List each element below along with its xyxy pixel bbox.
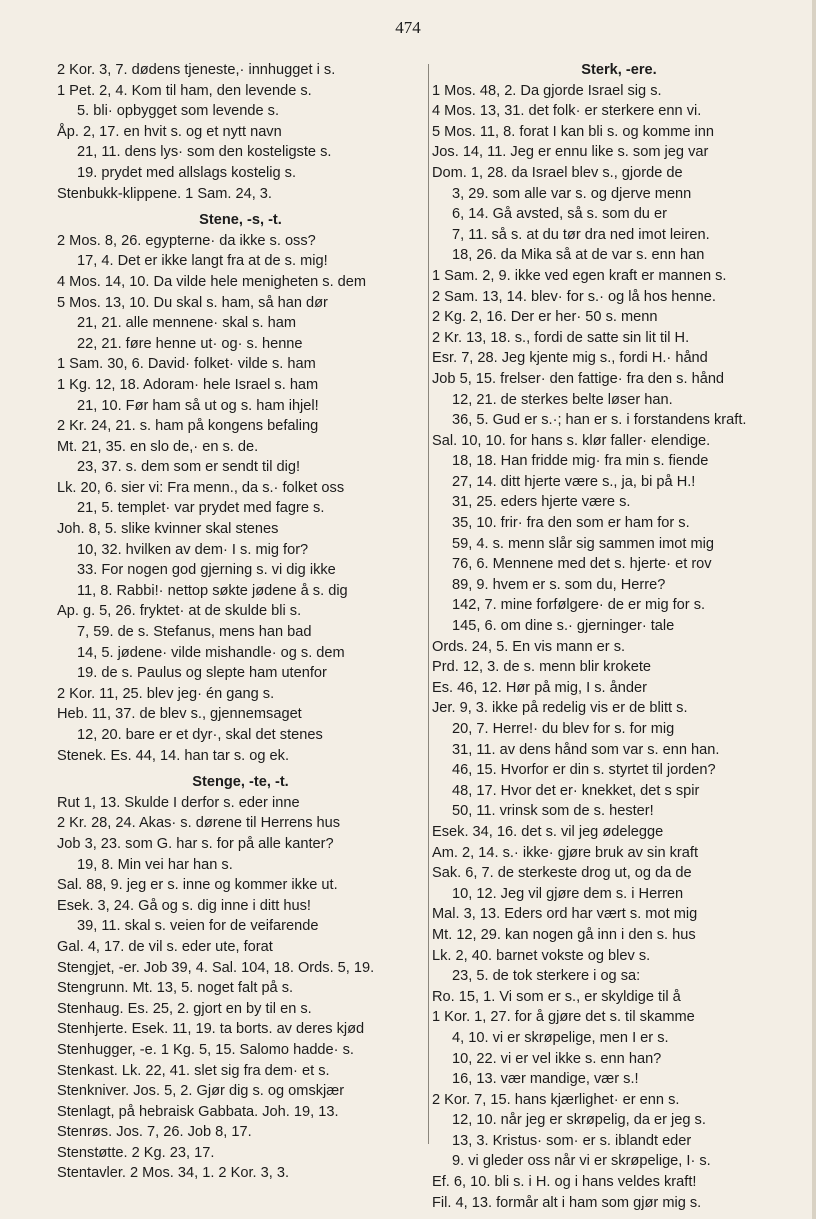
concordance-entry: 2 Kr. 24, 21. s. ham på kongens befaling — [57, 418, 319, 435]
concordance-subentry: 7, 11. så s. at du tør dra ned imot leiren. — [452, 226, 710, 243]
concordance-subentry: 27, 14. ditt hjerte være s., ja, bi på H.! — [452, 473, 696, 490]
concordance-subentry: 11, 8. Rabbi!· nettop søkte jødene å s. dig — [77, 582, 348, 599]
concordance-entry: Stenek. Es. 44, 14. han tar s. og ek. — [57, 747, 290, 764]
concordance-entry: 1 Pet. 2, 4. Kom til ham, den levende s. — [57, 82, 312, 99]
concordance-entry: Esr. 7, 28. Jeg kjente mig s., fordi H.· hånd — [432, 350, 708, 367]
concordance-subentry: 16, 13. vær mandige, vær s.! — [452, 1071, 639, 1088]
concordance-subentry: 9. vi gleder oss når vi er skrøpelige, I· s. — [452, 1153, 711, 1170]
concordance-subentry: 10, 32. hvilken av dem· I s. mig for? — [77, 541, 309, 558]
concordance-entry: Esek. 34, 16. det s. vil jeg ødelegge — [432, 823, 664, 840]
concordance-subentry: 48, 17. Hvor det er· knekket, det s spir — [452, 782, 700, 799]
concordance-subentry: 22, 21. føre henne ut· og· s. henne — [77, 335, 303, 352]
concordance-entry: Prd. 12, 3. de s. menn blir krokete — [432, 659, 652, 676]
concordance-subentry: 19. prydet med allslags kostelig s. — [77, 164, 297, 181]
concordance-entry: Ords. 24, 5. En vis mann er s. — [432, 638, 626, 655]
concordance-entry: Job 3, 23. som G. har s. for på alle kanter? — [57, 835, 334, 852]
concordance-entry: Stenstøtte. 2 Kg. 23, 17. — [57, 1144, 215, 1161]
concordance-subentry: 36, 5. Gud er s.·; han er s. i forstandens kraft. — [452, 412, 747, 429]
concordance-entry: Rut 1, 13. Skulde I derfor s. eder inne — [57, 794, 300, 811]
concordance-entry: Stengrunn. Mt. 13, 5. noget falt på s. — [57, 980, 294, 997]
concordance-entry: Ef. 6, 10. bli s. i H. og i hans veldes kraft! — [432, 1174, 697, 1191]
concordance-entry: Fil. 4, 13. formår alt i ham som gjør mig s. — [432, 1194, 702, 1211]
concordance-subentry: 89, 9. hvem er s. som du, Herre? — [452, 576, 666, 593]
concordance-subentry: 10, 22. vi er vel ikke s. enn han? — [452, 1050, 662, 1067]
concordance-subentry: 145, 6. om dine s.· gjerninger· tale — [452, 618, 675, 635]
concordance-entry: 2 Kor. 11, 25. blev jeg· én gang s. — [57, 685, 275, 702]
concordance-entry: Stenlagt, på hebraisk Gabbata. Joh. 19, 13. — [57, 1103, 339, 1120]
concordance-entry: 4 Mos. 14, 10. Da vilde hele menigheten s. dem — [57, 273, 367, 290]
section-heading: Sterk, -ere. — [581, 62, 657, 78]
concordance-entry: Stenhugger, -e. 1 Kg. 5, 15. Salomo hadde· s. — [57, 1041, 354, 1058]
concordance-subentry: 12, 20. bare er et dyr·, skal det stenes — [77, 727, 323, 743]
concordance-entry: Am. 2, 14. s.· ikke· gjøre bruk av sin kraft — [432, 844, 699, 861]
concordance-subentry: 23, 5. de tok sterkere i og sa: — [452, 968, 641, 985]
concordance-subentry: 12, 10. når jeg er skrøpelig, da er jeg s. — [452, 1112, 706, 1129]
concordance-entry: Sak. 6, 7. de sterkeste drog ut, og da de — [432, 865, 692, 882]
concordance-entry: Åp. 2, 17. en hvit s. og et nytt navn — [57, 123, 282, 140]
concordance-entry: 2 Sam. 13, 14. blev· for s.· og lå hos henne. — [432, 288, 716, 305]
page-number: 474 — [395, 18, 421, 37]
concordance-entry: Es. 46, 12. Hør på mig, I s. ånder — [432, 679, 647, 696]
concordance-entry: 4 Mos. 13, 31. det folk· er sterkere enn vi. — [432, 103, 702, 120]
concordance-entry: Sal. 10, 10. for hans s. klør faller· elendige. — [432, 432, 711, 449]
concordance-entry: 1 Mos. 48, 2. Da gjorde Israel sig s. — [432, 82, 662, 99]
concordance-entry: 1 Sam. 30, 6. David· folket· vilde s. ham — [57, 356, 316, 373]
concordance-subentry: 14, 5. jødene· vilde mishandle· og s. dem — [77, 644, 345, 661]
concordance-entry: Dom. 1, 28. da Israel blev s., gjorde de — [432, 164, 683, 181]
concordance-entry: 2 Kr. 13, 18. s., fordi de satte sin lit til H. — [432, 329, 690, 346]
section-heading: Stene, -s, -t. — [199, 212, 282, 229]
concordance-entry: Esek. 3, 24. Gå og s. dig inne i ditt hus! — [57, 897, 311, 914]
concordance-entry: Job 5, 15. frelser· den fattige· fra den s. hånd — [432, 370, 725, 387]
concordance-entry: Stenkniver. Jos. 5, 2. Gjør dig s. og omskjær — [57, 1083, 345, 1100]
concordance-entry: Mal. 3, 13. Eders ord har vært s. mot mig — [432, 906, 698, 923]
concordance-subentry: 6, 14. Gå avsted, så s. som du er — [452, 206, 667, 223]
concordance-entry: Stenhjerte. Esek. 11, 19. ta borts. av deres kjød — [57, 1021, 365, 1038]
concordance-subentry: 18, 18. Han fridde mig· fra min s. fiende — [452, 453, 709, 470]
concordance-subentry: 21, 11. dens lys· som den kosteligste s. — [77, 144, 332, 161]
concordance-subentry: 20, 7. Herre!· du blev for s. for mig — [452, 721, 675, 737]
concordance-entry: Ap. g. 5, 26. fryktet· at de skulde bli s. — [57, 603, 302, 620]
concordance-entry: 2 Kr. 28, 24. Akas· s. dørene til Herrens hus — [57, 815, 341, 832]
column-divider — [428, 64, 429, 1144]
concordance-entry: Gal. 4, 17. de vil s. eder ute, forat — [57, 938, 273, 955]
concordance-entry: Stengjet, -er. Job 39, 4. Sal. 104, 18. Ords. 5, 19. — [57, 959, 375, 976]
concordance-subentry: 39, 11. skal s. veien for de veifarende — [77, 918, 319, 935]
concordance-entry: Stenbukk-klippene. 1 Sam. 24, 3. — [57, 185, 272, 202]
concordance-subentry: 33. For nogen god gjerning s. vi dig ikke — [77, 562, 336, 579]
concordance-entry: 5 Mos. 13, 10. Du skal s. ham, så han dør — [57, 294, 328, 311]
concordance-entry: 5 Mos. 11, 8. forat I kan bli s. og komme inn — [432, 123, 715, 140]
concordance-subentry: 3, 29. som alle var s. og djerve menn — [452, 185, 692, 202]
concordance-subentry: 4, 10. vi er skrøpelige, men I er s. — [452, 1029, 669, 1046]
concordance-entry: Heb. 11, 37. de blev s., gjennemsaget — [57, 706, 302, 723]
left-column — [57, 60, 424, 1184]
concordance-entry: Mt. 12, 29. kan nogen gå inn i den s. hus — [432, 926, 696, 943]
concordance-subentry: 7, 59. de s. Stefanus, mens han bad — [77, 624, 312, 641]
concordance-entry: Stenkast. Lk. 22, 41. slet sig fra dem· et s. — [57, 1062, 330, 1079]
concordance-entry: 2 Mos. 8, 26. egypterne· da ikke s. oss? — [57, 232, 316, 249]
page-edge — [812, 0, 816, 1219]
concordance-subentry: 10, 12. Jeg vil gjøre dem s. i Herren — [452, 885, 684, 902]
concordance-entry: 1 Sam. 2, 9. ikke ved egen kraft er mannen s. — [432, 267, 727, 284]
concordance-entry: Mt. 21, 35. en slo de,· en s. de. — [57, 438, 259, 455]
concordance-subentry: 17, 4. Det er ikke langt fra at de s. mig! — [77, 253, 328, 270]
concordance-subentry: 5. bli· opbygget som levende s. — [77, 103, 279, 120]
concordance-subentry: 19, 8. Min vei har han s. — [77, 856, 233, 873]
concordance-subentry: 35, 10. frir· fra den som er ham for s. — [452, 515, 690, 532]
right-column — [432, 60, 806, 1213]
concordance-entry: Ro. 15, 1. Vi som er s., er skyldige til å — [432, 988, 681, 1005]
concordance-subentry: 13, 3. Kristus· som· er s. iblandt eder — [452, 1132, 692, 1149]
concordance-subentry: 76, 6. Mennene med det s. hjerte· et rov — [452, 556, 712, 573]
concordance-subentry: 21, 5. templet· var prydet med fagre s. — [77, 500, 325, 517]
concordance-subentry: 23, 37. s. dem som er sendt til dig! — [77, 459, 301, 476]
concordance-subentry: 31, 25. eders hjerte være s. — [452, 494, 631, 511]
concordance-subentry: 21, 21. alle mennene· skal s. ham — [77, 315, 297, 332]
concordance-subentry: 21, 10. Før ham så ut og s. ham ihjel! — [77, 397, 319, 414]
concordance-subentry: 18, 26. da Mika så at de var s. enn han — [452, 247, 705, 264]
concordance-entry: Lk. 2, 40. barnet vokste og blev s. — [432, 947, 651, 964]
concordance-subentry: 59, 4. s. menn slår sig sammen imot mig — [452, 535, 714, 552]
concordance-entry: 2 Kg. 2, 16. Der er her· 50 s. menn — [432, 309, 658, 326]
concordance-entry: 2 Kor. 7, 15. hans kjærlighet· er enn s. — [432, 1091, 680, 1108]
concordance-entry: Sal. 88, 9. jeg er s. inne og kommer ikke ut. — [57, 877, 338, 894]
concordance-entry: Stenrøs. Jos. 7, 26. Job 8, 17. — [57, 1124, 252, 1141]
concordance-entry: 1 Kor. 1, 27. for å gjøre det s. til skamme — [432, 1009, 695, 1026]
concordance-entry: Stenhaug. Es. 25, 2. gjort en by til en s. — [57, 1000, 312, 1017]
section-heading: Stenge, -te, -t. — [192, 774, 289, 791]
concordance-entry: 2 Kor. 3, 7. dødens tjeneste,· innhugget i s. — [57, 62, 336, 78]
concordance-entry: Joh. 8, 5. slike kvinner skal stenes — [57, 521, 279, 538]
concordance-subentry: 142, 7. mine forfølgere· de er mig for s. — [452, 597, 706, 614]
concordance-subentry: 50, 11. vrinsk som de s. hester! — [452, 803, 654, 820]
concordance-subentry: 31, 11. av dens hånd som var s. enn han. — [452, 741, 720, 758]
concordance-entry: Stentavler. 2 Mos. 34, 1. 2 Kor. 3, 3. — [57, 1165, 290, 1182]
concordance-subentry: 19. de s. Paulus og slepte ham utenfor — [77, 665, 327, 682]
concordance-entry: 1 Kg. 12, 18. Adoram· hele Israel s. ham — [57, 376, 319, 393]
concordance-entry: Jer. 9, 3. ikke på redelig vis er de blitt s. — [432, 700, 688, 717]
concordance-entry: Jos. 14, 11. Jeg er ennu like s. som jeg var — [432, 144, 709, 161]
concordance-subentry: 12, 21. de sterkes belte løser han. — [452, 391, 673, 408]
concordance-subentry: 46, 15. Hvorfor er din s. styrtet til jorden? — [452, 762, 716, 779]
concordance-entry: Lk. 20, 6. sier vi: Fra menn., da s.· folket oss — [57, 479, 345, 496]
